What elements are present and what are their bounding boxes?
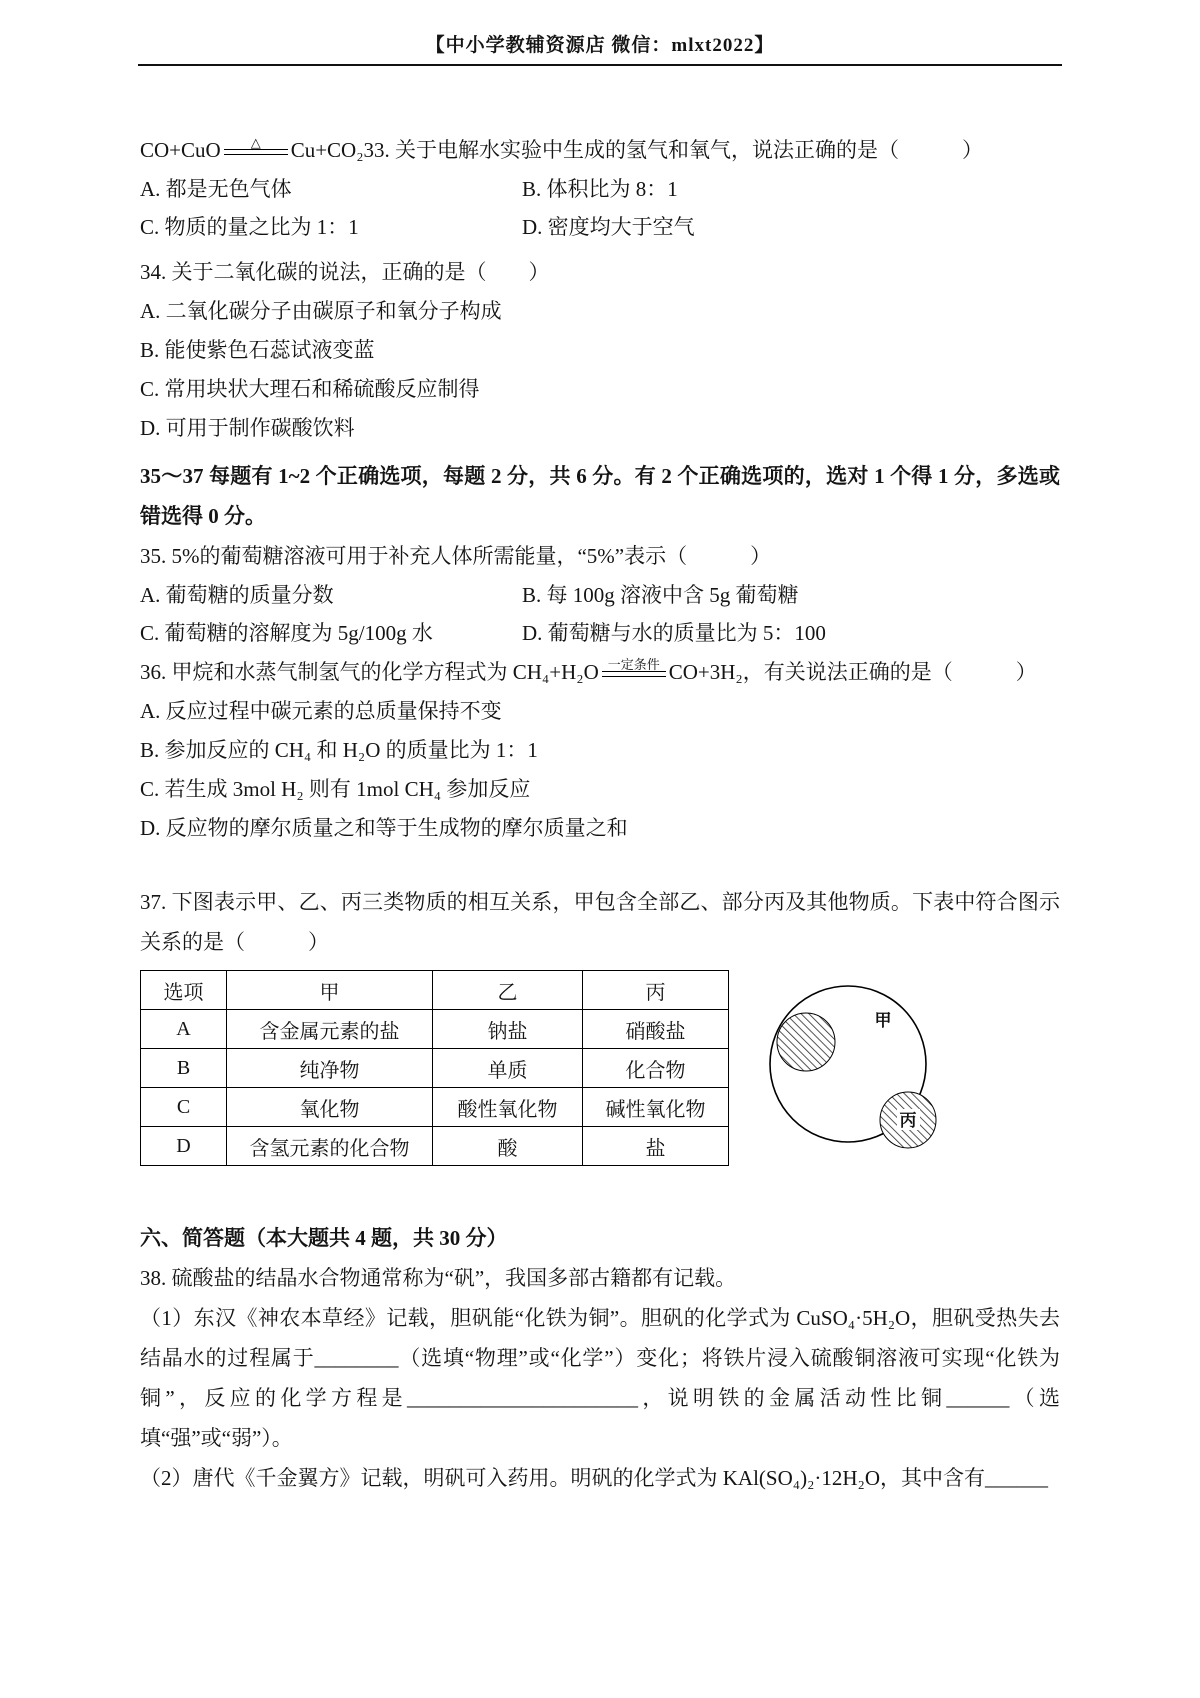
- table-cell: 酸性氧化物: [433, 1088, 583, 1127]
- q37-col-bing: 丙: [583, 971, 729, 1010]
- q36-options: [140, 692, 1060, 848]
- q36-option-a: A. 反应过程中碳元素的总质量保持不变: [140, 699, 502, 723]
- venn-diagram: [751, 972, 969, 1178]
- table-cell: B: [141, 1049, 227, 1088]
- question-37-stem: 37. 下图表示甲、乙、丙三类物质的相互关系，甲包含全部乙、部分丙及其他物质。下表中符合图示关系的是（ ）: [140, 890, 1060, 954]
- table-cell: 化合物: [583, 1049, 729, 1088]
- table-cell: 单质: [433, 1049, 583, 1088]
- q33-options: [140, 170, 1060, 246]
- q36-stem-text: CO+3H₂，有关说法正确的是（ ）: [668, 660, 1037, 684]
- q37-table-row-c: [141, 1088, 729, 1127]
- delta-heat-symbol: △: [250, 135, 261, 151]
- q33-option-a: A. 都是无色气体: [140, 177, 292, 201]
- table-cell: 碱性氧化物: [583, 1088, 729, 1127]
- q35-option-d: D. 葡萄糖与水的质量比为 5：100: [522, 621, 826, 645]
- q37-col-yi: 乙: [433, 971, 583, 1010]
- q38-part-1: （1）东汉《神农本草经》记载，胆矾能“化铁为铜”。胆矾的化学式为 CuSO₄·5H₂O，胆矾受热失去结晶水的过程属于________（选填“物理”或“化学”）变化；将铁片浸入硫酸铜溶液可实现“化铁为铜”，反应的化学方程是______________________，说明铁的金属活动性比铜______（选填“强”或“弱”）。: [140, 1306, 1060, 1450]
- reaction-arrow-condition: [602, 657, 666, 677]
- q36-option-b: B. 参加反应的 CH₄ 和 H₂O 的质量比为 1：1: [140, 738, 538, 762]
- q35-options: [140, 576, 1060, 652]
- table-cell: A: [141, 1010, 227, 1049]
- table-cell: 钠盐: [433, 1010, 583, 1049]
- q36-equation-reactants: 36. 甲烷和水蒸气制氢气的化学方程式为 CH₄+H₂O: [140, 660, 599, 684]
- q33-stem-text: Cu+CO₂33. 关于电解水实验中生成的氢气和氧气，说法正确的是（ ）: [290, 138, 984, 162]
- q38-part-2: （2）唐代《千金翼方》记载，明矾可入药用。明矾的化学式为 KAl(SO₄)₂·12H₂O，其中含有______: [140, 1466, 1049, 1490]
- exam-content: [0, 66, 1200, 1498]
- table-cell: 酸: [433, 1127, 583, 1166]
- venn-wrap: [751, 972, 969, 1184]
- q37-col-option: 选项: [141, 971, 227, 1010]
- q37-table-row-d: [141, 1127, 729, 1166]
- table-cell: 氧化物: [227, 1088, 433, 1127]
- q37-figure: [140, 970, 1060, 1184]
- q37-table: [140, 970, 729, 1166]
- table-cell: 盐: [583, 1127, 729, 1166]
- q33-option-b: B. 体积比为 8：1: [522, 177, 678, 201]
- q37-col-jia: 甲: [227, 971, 433, 1010]
- q37-table-header-row: [141, 971, 729, 1010]
- venn-circle-yi-hatched: [777, 1013, 835, 1071]
- q35-option-a: A. 葡萄糖的质量分数: [140, 583, 334, 607]
- question-36-stem: [140, 652, 1060, 692]
- section-6-heading: 六、简答题（本大题共 4 题，共 30 分）: [140, 1226, 508, 1250]
- table-cell: 含金属元素的盐: [227, 1010, 433, 1049]
- question-34-stem: 34. 关于二氧化碳的说法，正确的是（ ）: [140, 260, 550, 284]
- q36-option-d: D. 反应物的摩尔质量之和等于生成物的摩尔质量之和: [140, 816, 628, 840]
- q34-option-a: A. 二氧化碳分子由碳原子和氧分子构成: [140, 299, 502, 323]
- q33-option-c: C. 物质的量之比为 1：1: [140, 215, 359, 239]
- q35-option-c: C. 葡萄糖的溶解度为 5g/100g 水: [140, 621, 433, 645]
- q33-option-d: D. 密度均大于空气: [522, 215, 695, 239]
- question-37: [140, 882, 1060, 1184]
- q33-equation-reactants: CO+CuO: [140, 138, 221, 162]
- q34-option-b: B. 能使紫色石蕊试液变蓝: [140, 338, 375, 362]
- q34-option-d: D. 可用于制作碳酸饮料: [140, 416, 355, 440]
- header-store-info: 【中小学教辅资源店 微信：mlxt2022】: [425, 35, 775, 56]
- q37-table-row-a: [141, 1010, 729, 1049]
- q35-option-b: B. 每 100g 溶液中含 5g 葡萄糖: [522, 583, 799, 607]
- table-cell: C: [141, 1088, 227, 1127]
- q34-options: [140, 292, 1060, 448]
- q34-option-c: C. 常用块状大理石和稀硫酸反应制得: [140, 377, 480, 401]
- table-cell: D: [141, 1127, 227, 1166]
- reaction-arrow-heated: [224, 135, 288, 155]
- table-cell: 含氢元素的化合物: [227, 1127, 433, 1166]
- table-cell: 纯净物: [227, 1049, 433, 1088]
- multi-choice-instructions: 35～37 每题有 1~2 个正确选项，每题 2 分，共 6 分。有 2 个正确选项的，选对 1 个得 1 分，多选或错选得 0 分。: [140, 464, 1060, 528]
- venn-label-jia: 甲: [874, 1011, 892, 1030]
- q36-option-c: C. 若生成 3mol H₂ 则有 1mol CH₄ 参加反应: [140, 777, 531, 801]
- q37-table-row-b: [141, 1049, 729, 1088]
- question-35-stem: 35. 5%的葡萄糖溶液可用于补充人体所需能量，“5%”表示（ ）: [140, 544, 772, 568]
- venn-label-bing: 丙: [899, 1111, 917, 1130]
- question-33-stem: [140, 130, 1060, 170]
- table-cell: 硝酸盐: [583, 1010, 729, 1049]
- question-38-stem: 38. 硫酸盐的结晶水合物通常称为“矾”，我国多部古籍都有记载。: [140, 1266, 737, 1290]
- reaction-condition-label: 一定条件: [607, 657, 660, 673]
